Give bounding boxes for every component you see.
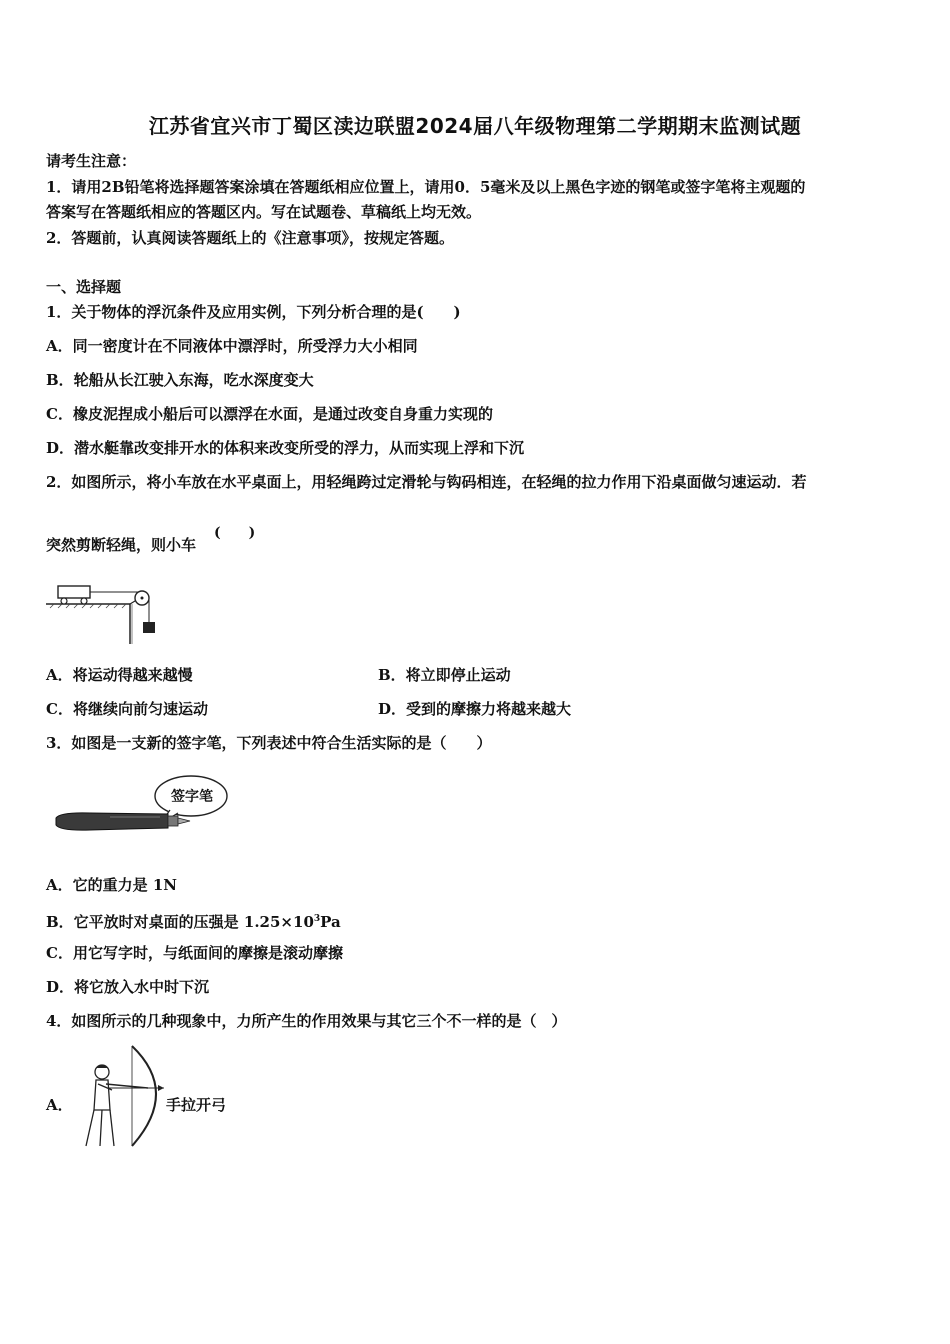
q4-option-a-letter: A．: [46, 1096, 73, 1114]
archer-figure: [72, 1042, 164, 1150]
q4-option-a-caption: 手拉开弓: [166, 1096, 227, 1114]
pen-figure: [50, 770, 240, 840]
q4-stem: 4．如图所示的几种现象中，力所产生的作用效果与其它三个不一样的是（ ）: [46, 1012, 567, 1030]
q3-option-a: A．它的重力是 1N: [46, 876, 178, 894]
pen-bubble-label: 签字笔: [171, 789, 213, 805]
q3-stem: 3．如图是一支新的签字笔，下列表述中符合生活实际的是（ ）: [46, 734, 492, 752]
q2-stem-line-1: 2．如图所示，将小车放在水平桌面上，用轻绳跨过定滑轮与钩码相连，在轻绳的拉力作用下沿桌面做匀速运动．若: [46, 473, 807, 491]
cart-pulley-figure: [44, 578, 164, 646]
q1-option-c: C．橡皮泥捏成小船后可以漂浮在水面，是通过改变自身重力实现的: [46, 405, 493, 423]
q3-option-b: [46, 909, 341, 932]
notice-heading: 请考生注意：: [46, 152, 137, 170]
q3-option-c: C．用它写字时，与纸面间的摩擦是滚动摩擦: [46, 944, 343, 962]
q2-answer-paren: ( ): [214, 525, 256, 541]
q2-option-d: D．受到的摩擦力将越来越大: [378, 700, 572, 718]
notice-item-1-line-2: 答案写在答题纸相应的答题区内。写在试题卷、草稿纸上均无效。: [46, 203, 482, 221]
q3-option-d: D．将它放入水中时下沉: [46, 978, 210, 996]
q1-stem: 1．关于物体的浮沉条件及应用实例，下列分析合理的是( ): [46, 303, 461, 321]
page-title: 江苏省宜兴市丁蜀区渎边联盟2024届八年级物理第二学期期末监测试题: [148, 114, 802, 138]
q1-option-a: A．同一密度计在不同液体中漂浮时，所受浮力大小相同: [46, 337, 418, 355]
q2-stem-line-2: 突然剪断轻绳，则小车: [46, 536, 197, 554]
q3-option-b-text: B．它平放时对桌面的压强是 1.25×10: [46, 913, 314, 931]
section-heading: 一、选择题: [46, 278, 122, 296]
q2-option-c: C．将继续向前匀速运动: [46, 700, 208, 718]
q2-option-a: A．将运动得越来越慢: [46, 666, 193, 684]
q2-option-b: B．将立即停止运动: [378, 666, 511, 684]
q1-option-d: D．潜水艇靠改变排开水的体积来改变所受的浮力，从而实现上浮和下沉: [46, 439, 525, 457]
q3-option-b-exponent: 3: [313, 914, 321, 924]
notice-item-1-line-1: 1．请用2B铅笔将选择题答案涂填在答题纸相应位置上，请用0．5毫米及以上黑色字迹的钢笔或签字笔将主观题的: [46, 178, 806, 196]
q1-option-b: B．轮船从长江驶入东海，吃水深度变大: [46, 371, 314, 389]
q3-option-b-unit: Pa: [320, 913, 341, 931]
notice-item-2: 2．答题前，认真阅读答题纸上的《注意事项》，按规定答题。: [46, 229, 454, 247]
